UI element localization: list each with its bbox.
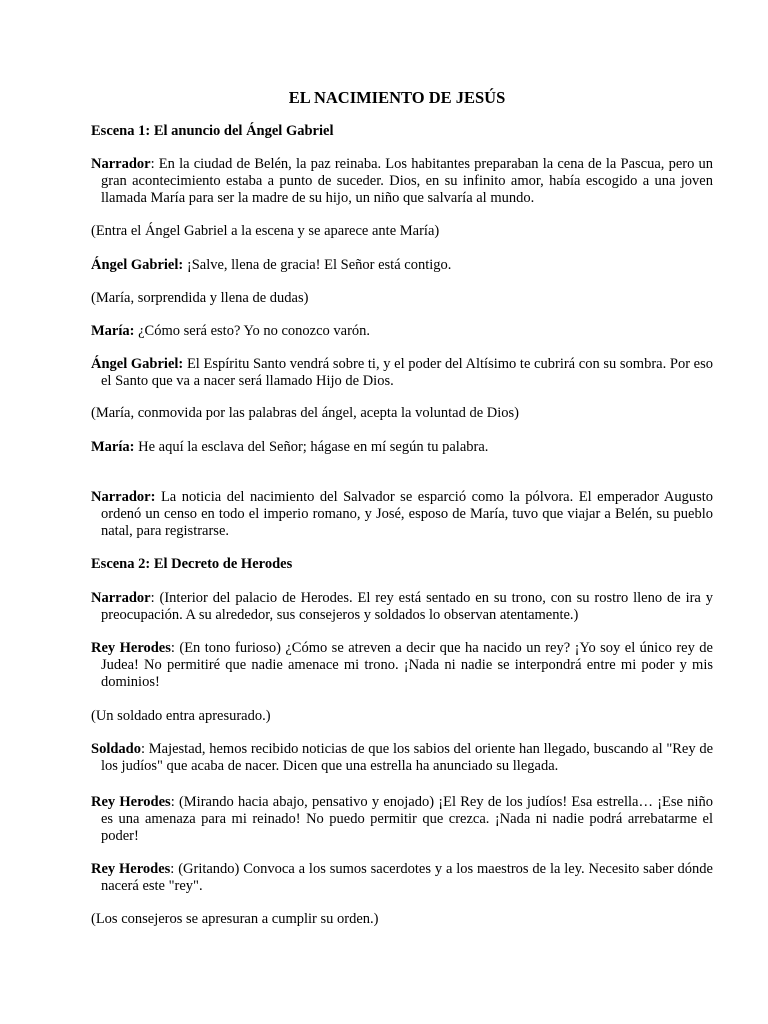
line-text: La noticia del nacimiento del Salvador se esparció como la pólvora. El emperador Augusto ordenó un censo en todo el imperio romano, y José, esposo de María, tuvo que viajar a Belén, su pueblo natal, para registrarse. (101, 489, 713, 539)
stage-direction: (Entra el Ángel Gabriel a la escena y se aparece ante María) (91, 223, 440, 239)
speaker-name: Rey Herodes (91, 861, 171, 877)
speaker-name: María: (91, 439, 135, 455)
dialogue-line (91, 439, 713, 456)
dialogue-line (91, 323, 713, 340)
speaker-separator: : (140, 741, 149, 757)
stage-direction: (Un soldado entra apresurado.) (91, 708, 271, 724)
speaker-name: Ángel Gabriel: (91, 356, 184, 372)
dialogue-line (91, 741, 713, 775)
speaker-name: Narrador: (91, 489, 156, 505)
dialogue-line (91, 257, 713, 274)
dialogue-line (91, 156, 713, 207)
line-text: ¡Salve, llena de gracia! El Señor está contigo. (186, 257, 452, 273)
speaker-name: Ángel Gabriel: (91, 257, 184, 273)
dialogue-line (91, 356, 713, 390)
line-text: El Espíritu Santo vendrá sobre ti, y el poder del Altísimo te cubrirá con su sombra. Por eso el Santo que va a nacer será llamado Hijo de Dios. (101, 356, 714, 389)
line-text: (Gritando) Convoca a los sumos sacerdotes y a los maestros de la ley. Necesito saber dónde nacerá este "rey". (101, 861, 713, 894)
scene-heading: Escena 1: El anuncio del Ángel Gabriel (91, 123, 334, 139)
speaker-name: Narrador (91, 590, 151, 606)
dialogue-line (91, 489, 713, 540)
scene-heading: Escena 2: El Decreto de Herodes (91, 556, 293, 572)
stage-direction: (María, conmovida por las palabras del ángel, acepta la voluntad de Dios) (91, 405, 519, 421)
speaker-name: Soldado (91, 741, 141, 757)
dialogue-line (91, 590, 713, 624)
speaker-name: Rey Herodes (91, 640, 171, 656)
line-text: En la ciudad de Belén, la paz reinaba. Los habitantes preparaban la cena de la Pascua, pero un gran acontecimiento estaba a punto de suceder. Dios, en su infinito amor, había escogido a una joven llamada María para ser la madre de su hijo, un niño que salvaría al mundo. (101, 156, 714, 206)
line-text: Majestad, hemos recibido noticias de que los sabios del oriente han llegado, buscando al "Rey de los judíos" que acaba de nacer. Dicen que una estrella ha anunciado su llegada. (101, 741, 714, 774)
stage-direction: (Los consejeros se apresuran a cumplir su orden.) (91, 911, 379, 927)
line-text: (En tono furioso) ¿Cómo se atreven a decir que ha nacido un rey? ¡Yo soy el único rey de Judea! No permitiré que nadie amenace mi trono. ¡Nada ni nadie se interpondrá entre mi poder y mis dominios! (101, 640, 713, 690)
dialogue-line (91, 794, 713, 845)
speaker-separator: : (150, 590, 160, 606)
speaker-name: Rey Herodes (91, 794, 171, 810)
line-text: He aquí la esclava del Señor; hágase en mí según tu palabra. (138, 439, 489, 455)
document-title: EL NACIMIENTO DE JESÚS (288, 88, 506, 107)
speaker-separator: : (170, 640, 180, 656)
line-text: (Mirando hacia abajo, pensativo y enojado) ¡El Rey de los judíos! Esa estrella… ¡Ese niño es una amenaza para mi reinado! No puedo permitir que crezca. ¡Nada ni nadie podrá arrebatarme el poder! (101, 794, 713, 844)
line-text: (Interior del palacio de Herodes. El rey está sentado en su trono, con su rostro lleno de ira y preocupación. A su alrededor, sus consejeros y soldados lo observan atentamente.) (101, 590, 713, 623)
speaker-separator: : (170, 794, 179, 810)
speaker-name: Narrador (91, 156, 151, 172)
speaker-name: María: (91, 323, 135, 339)
speaker-separator: : (170, 861, 179, 877)
dialogue-line (91, 861, 713, 895)
line-text: ¿Cómo será esto? Yo no conozco varón. (138, 323, 371, 339)
speaker-separator: : (150, 156, 159, 172)
stage-direction: (María, sorprendida y llena de dudas) (91, 290, 309, 306)
dialogue-line (91, 640, 713, 691)
